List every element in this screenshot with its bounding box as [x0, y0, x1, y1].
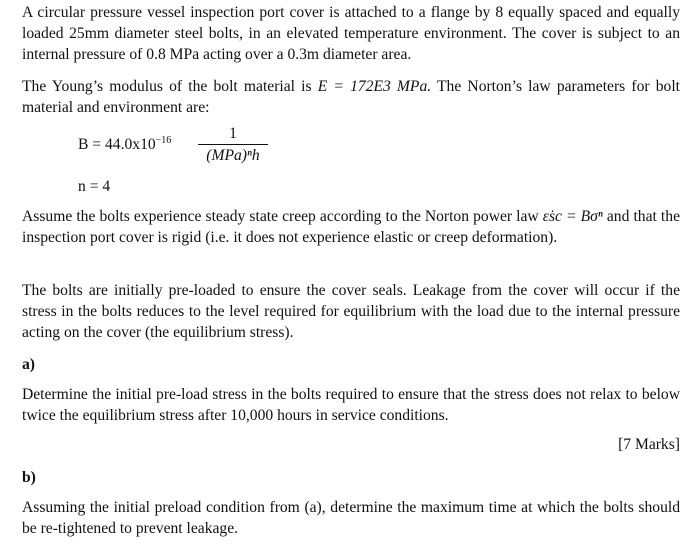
preload-text: The bolts are initially pre-loaded to ensure the cover seals. Leakage from the cover will occur if the stress in the bolts reduces to the level required for equilibrium with the load due to the internal pressure acting on the cover (the equilibrium stress). [22, 282, 680, 341]
creep-text-suffix: and that the inspection port cover is rigid (i.e. it does not experience elastic or creep deformation). [22, 208, 680, 246]
intro-paragraph [22, 2, 680, 65]
part-a-marks: [7 Marks] [618, 436, 680, 453]
formula-b-numerator: 1 [229, 125, 237, 142]
material-text-suffix: The Norton’s law parameters for bolt material and environment are: [22, 78, 680, 116]
part-a-question [22, 384, 680, 426]
material-paragraph [22, 76, 680, 118]
part-b-question [22, 497, 680, 539]
formula-b-fraction [196, 124, 270, 167]
material-text-prefix: The Young’s modulus of the bolt material is [22, 78, 312, 95]
formula-b-denominator: (MPa)ⁿh [206, 147, 260, 164]
creep-text-prefix: Assume the bolts experience steady state creep according to the Norton power law [22, 208, 539, 225]
youngs-modulus-equation: E = 172E3 MPa. [317, 78, 432, 95]
preload-paragraph [22, 280, 680, 343]
intro-text: A circular pressure vessel inspection port cover is attached to a flange by 8 equally spaced and equally loaded 25mm diameter steel bolts, in an elevated temperature environment. The cover is subject to an internal pressure of 0.8 MPa acting over a 0.3m diameter area. [22, 4, 680, 63]
formula-b-exponent: −16 [155, 135, 172, 146]
formula-b-lhs: B = 44.0x10 [78, 136, 156, 153]
norton-law-equation: ε̇sc = Bσⁿ [542, 208, 603, 225]
norton-b-formula [78, 124, 378, 170]
part-a-text: Determine the initial pre-load stress in the bolts required to ensure that the stress does not relax to below twice the equilibrium stress after 10,000 hours in service conditions. [22, 386, 680, 424]
norton-n-formula: n = 4 [78, 178, 111, 195]
part-b-text: Assuming the initial preload condition from (a), determine the maximum time at which the bolts should be re-tightened to prevent leakage. [22, 499, 680, 537]
part-b-label: b) [22, 469, 36, 486]
part-a-label: a) [22, 356, 35, 373]
creep-paragraph [22, 206, 680, 248]
